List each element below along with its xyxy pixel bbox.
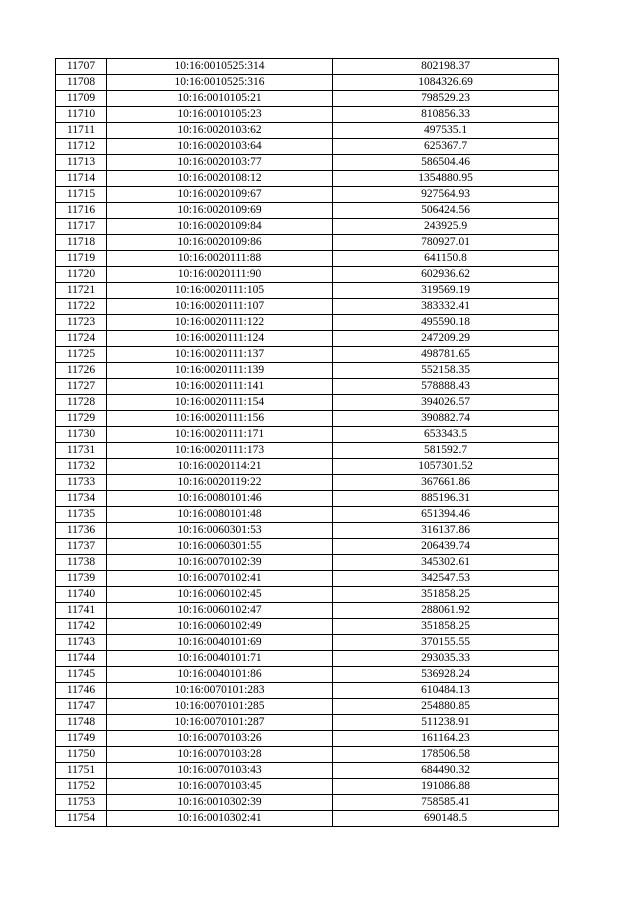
table-row bbox=[56, 59, 559, 75]
cadastral-number-cell: 10:16:0040101:71 bbox=[107, 651, 333, 667]
table-row bbox=[56, 171, 559, 187]
table-row bbox=[56, 795, 559, 811]
value-cell: 586504.46 bbox=[333, 155, 559, 171]
value-cell: 581592.7 bbox=[333, 443, 559, 459]
cadastral-number-cell: 10:16:0020111:141 bbox=[107, 379, 333, 395]
row-number-cell: 11714 bbox=[56, 171, 107, 187]
cadastral-number-cell: 10:16:0010525:316 bbox=[107, 75, 333, 91]
row-number-cell: 11752 bbox=[56, 779, 107, 795]
row-number-cell: 11741 bbox=[56, 603, 107, 619]
cadastral-number-cell: 10:16:0020109:69 bbox=[107, 203, 333, 219]
value-cell: 506424.56 bbox=[333, 203, 559, 219]
table-row bbox=[56, 587, 559, 603]
cadastral-number-cell: 10:16:0020109:84 bbox=[107, 219, 333, 235]
table-row bbox=[56, 107, 559, 123]
row-number-cell: 11740 bbox=[56, 587, 107, 603]
row-number-cell: 11751 bbox=[56, 763, 107, 779]
value-cell: 927564.93 bbox=[333, 187, 559, 203]
row-number-cell: 11719 bbox=[56, 251, 107, 267]
table-row bbox=[56, 347, 559, 363]
cadastral-number-cell: 10:16:0020103:62 bbox=[107, 123, 333, 139]
cadastral-number-cell: 10:16:0020111:137 bbox=[107, 347, 333, 363]
cadastral-number-cell: 10:16:0040101:69 bbox=[107, 635, 333, 651]
value-cell: 780927.01 bbox=[333, 235, 559, 251]
value-cell: 351858.25 bbox=[333, 587, 559, 603]
row-number-cell: 11716 bbox=[56, 203, 107, 219]
row-number-cell: 11744 bbox=[56, 651, 107, 667]
cadastral-number-cell: 10:16:0060102:45 bbox=[107, 587, 333, 603]
table-row bbox=[56, 251, 559, 267]
row-number-cell: 11746 bbox=[56, 683, 107, 699]
table-row bbox=[56, 75, 559, 91]
value-cell: 394026.57 bbox=[333, 395, 559, 411]
table-row bbox=[56, 187, 559, 203]
value-cell: 243925.9 bbox=[333, 219, 559, 235]
table-row bbox=[56, 667, 559, 683]
table-row bbox=[56, 779, 559, 795]
cadastral-number-cell: 10:16:0060102:49 bbox=[107, 619, 333, 635]
row-number-cell: 11717 bbox=[56, 219, 107, 235]
value-cell: 653343.5 bbox=[333, 427, 559, 443]
table-row bbox=[56, 299, 559, 315]
cadastral-number-cell: 10:16:0070101:287 bbox=[107, 715, 333, 731]
value-cell: 390882.74 bbox=[333, 411, 559, 427]
row-number-cell: 11735 bbox=[56, 507, 107, 523]
row-number-cell: 11724 bbox=[56, 331, 107, 347]
table-row bbox=[56, 731, 559, 747]
value-cell: 602936.62 bbox=[333, 267, 559, 283]
row-number-cell: 11750 bbox=[56, 747, 107, 763]
cadastral-number-cell: 10:16:0080101:46 bbox=[107, 491, 333, 507]
cadastral-number-cell: 10:16:0010105:21 bbox=[107, 91, 333, 107]
value-cell: 498781.65 bbox=[333, 347, 559, 363]
table-row bbox=[56, 619, 559, 635]
row-number-cell: 11726 bbox=[56, 363, 107, 379]
row-number-cell: 11739 bbox=[56, 571, 107, 587]
value-cell: 885196.31 bbox=[333, 491, 559, 507]
row-number-cell: 11727 bbox=[56, 379, 107, 395]
table-row bbox=[56, 459, 559, 475]
value-cell: 342547.53 bbox=[333, 571, 559, 587]
row-number-cell: 11731 bbox=[56, 443, 107, 459]
row-number-cell: 11738 bbox=[56, 555, 107, 571]
cadastral-number-cell: 10:16:0020111:88 bbox=[107, 251, 333, 267]
row-number-cell: 11718 bbox=[56, 235, 107, 251]
table-row bbox=[56, 539, 559, 555]
cadastral-number-cell: 10:16:0020111:154 bbox=[107, 395, 333, 411]
table-row bbox=[56, 635, 559, 651]
cadastral-number-cell: 10:16:0020108:12 bbox=[107, 171, 333, 187]
cadastral-number-cell: 10:16:0020119:22 bbox=[107, 475, 333, 491]
table-row bbox=[56, 123, 559, 139]
row-number-cell: 11722 bbox=[56, 299, 107, 315]
row-number-cell: 11734 bbox=[56, 491, 107, 507]
row-number-cell: 11749 bbox=[56, 731, 107, 747]
row-number-cell: 11709 bbox=[56, 91, 107, 107]
row-number-cell: 11743 bbox=[56, 635, 107, 651]
table-row bbox=[56, 571, 559, 587]
value-cell: 288061.92 bbox=[333, 603, 559, 619]
value-cell: 651394.46 bbox=[333, 507, 559, 523]
cadastral-number-cell: 10:16:0070103:45 bbox=[107, 779, 333, 795]
table-row bbox=[56, 363, 559, 379]
data-table bbox=[55, 58, 559, 827]
cadastral-number-cell: 10:16:0010105:23 bbox=[107, 107, 333, 123]
value-cell: 293035.33 bbox=[333, 651, 559, 667]
cadastral-number-cell: 10:16:0020103:77 bbox=[107, 155, 333, 171]
row-number-cell: 11733 bbox=[56, 475, 107, 491]
row-number-cell: 11745 bbox=[56, 667, 107, 683]
cadastral-number-cell: 10:16:0010302:39 bbox=[107, 795, 333, 811]
cadastral-number-cell: 10:16:0010302:41 bbox=[107, 811, 333, 827]
value-cell: 254880.85 bbox=[333, 699, 559, 715]
value-cell: 758585.41 bbox=[333, 795, 559, 811]
table-row bbox=[56, 507, 559, 523]
value-cell: 798529.23 bbox=[333, 91, 559, 107]
table-row bbox=[56, 155, 559, 171]
table-row bbox=[56, 811, 559, 827]
table-row bbox=[56, 203, 559, 219]
table-row bbox=[56, 763, 559, 779]
cadastral-number-cell: 10:16:0020114:21 bbox=[107, 459, 333, 475]
cadastral-number-cell: 10:16:0040101:86 bbox=[107, 667, 333, 683]
cadastral-number-cell: 10:16:0060102:47 bbox=[107, 603, 333, 619]
cadastral-number-cell: 10:16:0070101:285 bbox=[107, 699, 333, 715]
cadastral-number-cell: 10:16:0020109:86 bbox=[107, 235, 333, 251]
table-row bbox=[56, 427, 559, 443]
row-number-cell: 11730 bbox=[56, 427, 107, 443]
value-cell: 178506.58 bbox=[333, 747, 559, 763]
row-number-cell: 11708 bbox=[56, 75, 107, 91]
cadastral-number-cell: 10:16:0020103:64 bbox=[107, 139, 333, 155]
value-cell: 625367.7 bbox=[333, 139, 559, 155]
value-cell: 247209.29 bbox=[333, 331, 559, 347]
cadastral-number-cell: 10:16:0020111:122 bbox=[107, 315, 333, 331]
row-number-cell: 11713 bbox=[56, 155, 107, 171]
cadastral-number-cell: 10:16:0020111:107 bbox=[107, 299, 333, 315]
table-row bbox=[56, 379, 559, 395]
row-number-cell: 11753 bbox=[56, 795, 107, 811]
value-cell: 206439.74 bbox=[333, 539, 559, 555]
table-row bbox=[56, 267, 559, 283]
value-cell: 161164.23 bbox=[333, 731, 559, 747]
cadastral-number-cell: 10:16:0070103:43 bbox=[107, 763, 333, 779]
value-cell: 802198.37 bbox=[333, 59, 559, 75]
cadastral-number-cell: 10:16:0020111:171 bbox=[107, 427, 333, 443]
table-row bbox=[56, 683, 559, 699]
cadastral-number-cell: 10:16:0020111:90 bbox=[107, 267, 333, 283]
value-cell: 383332.41 bbox=[333, 299, 559, 315]
table-row bbox=[56, 139, 559, 155]
row-number-cell: 11720 bbox=[56, 267, 107, 283]
table-row bbox=[56, 603, 559, 619]
value-cell: 319569.19 bbox=[333, 283, 559, 299]
table-row bbox=[56, 283, 559, 299]
value-cell: 511238.91 bbox=[333, 715, 559, 731]
table-row bbox=[56, 523, 559, 539]
row-number-cell: 11725 bbox=[56, 347, 107, 363]
value-cell: 316137.86 bbox=[333, 523, 559, 539]
row-number-cell: 11742 bbox=[56, 619, 107, 635]
cadastral-number-cell: 10:16:0020111:156 bbox=[107, 411, 333, 427]
table-row bbox=[56, 411, 559, 427]
row-number-cell: 11710 bbox=[56, 107, 107, 123]
table-row bbox=[56, 219, 559, 235]
value-cell: 191086.88 bbox=[333, 779, 559, 795]
value-cell: 495590.18 bbox=[333, 315, 559, 331]
value-cell: 351858.25 bbox=[333, 619, 559, 635]
value-cell: 1057301.52 bbox=[333, 459, 559, 475]
cadastral-number-cell: 10:16:0070102:41 bbox=[107, 571, 333, 587]
table-row bbox=[56, 91, 559, 107]
row-number-cell: 11721 bbox=[56, 283, 107, 299]
value-cell: 690148.5 bbox=[333, 811, 559, 827]
cadastral-number-cell: 10:16:0020111:124 bbox=[107, 331, 333, 347]
value-cell: 536928.24 bbox=[333, 667, 559, 683]
value-cell: 552158.35 bbox=[333, 363, 559, 379]
value-cell: 345302.61 bbox=[333, 555, 559, 571]
table-body bbox=[56, 59, 559, 827]
row-number-cell: 11711 bbox=[56, 123, 107, 139]
table-row bbox=[56, 475, 559, 491]
value-cell: 610484.13 bbox=[333, 683, 559, 699]
cadastral-number-cell: 10:16:0020109:67 bbox=[107, 187, 333, 203]
row-number-cell: 11736 bbox=[56, 523, 107, 539]
table-row bbox=[56, 331, 559, 347]
value-cell: 641150.8 bbox=[333, 251, 559, 267]
row-number-cell: 11754 bbox=[56, 811, 107, 827]
cadastral-number-cell: 10:16:0020111:173 bbox=[107, 443, 333, 459]
cadastral-number-cell: 10:16:0060301:53 bbox=[107, 523, 333, 539]
row-number-cell: 11737 bbox=[56, 539, 107, 555]
table-row bbox=[56, 699, 559, 715]
table-row bbox=[56, 651, 559, 667]
cadastral-number-cell: 10:16:0010525:314 bbox=[107, 59, 333, 75]
table-row bbox=[56, 443, 559, 459]
cadastral-number-cell: 10:16:0080101:48 bbox=[107, 507, 333, 523]
value-cell: 367661.86 bbox=[333, 475, 559, 491]
table-row bbox=[56, 747, 559, 763]
row-number-cell: 11729 bbox=[56, 411, 107, 427]
row-number-cell: 11715 bbox=[56, 187, 107, 203]
table-row bbox=[56, 555, 559, 571]
value-cell: 810856.33 bbox=[333, 107, 559, 123]
row-number-cell: 11748 bbox=[56, 715, 107, 731]
row-number-cell: 11712 bbox=[56, 139, 107, 155]
table-row bbox=[56, 491, 559, 507]
row-number-cell: 11747 bbox=[56, 699, 107, 715]
value-cell: 1354880.95 bbox=[333, 171, 559, 187]
cadastral-number-cell: 10:16:0070103:26 bbox=[107, 731, 333, 747]
cadastral-number-cell: 10:16:0020111:105 bbox=[107, 283, 333, 299]
cadastral-number-cell: 10:16:0060301:55 bbox=[107, 539, 333, 555]
table-row bbox=[56, 235, 559, 251]
value-cell: 578888.43 bbox=[333, 379, 559, 395]
value-cell: 684490.32 bbox=[333, 763, 559, 779]
row-number-cell: 11732 bbox=[56, 459, 107, 475]
row-number-cell: 11707 bbox=[56, 59, 107, 75]
value-cell: 1084326.69 bbox=[333, 75, 559, 91]
cadastral-number-cell: 10:16:0020111:139 bbox=[107, 363, 333, 379]
cadastral-number-cell: 10:16:0070103:28 bbox=[107, 747, 333, 763]
value-cell: 370155.55 bbox=[333, 635, 559, 651]
table-row bbox=[56, 715, 559, 731]
row-number-cell: 11728 bbox=[56, 395, 107, 411]
table-row bbox=[56, 395, 559, 411]
table-row bbox=[56, 315, 559, 331]
cadastral-number-cell: 10:16:0070101:283 bbox=[107, 683, 333, 699]
cadastral-number-cell: 10:16:0070102:39 bbox=[107, 555, 333, 571]
value-cell: 497535.1 bbox=[333, 123, 559, 139]
row-number-cell: 11723 bbox=[56, 315, 107, 331]
